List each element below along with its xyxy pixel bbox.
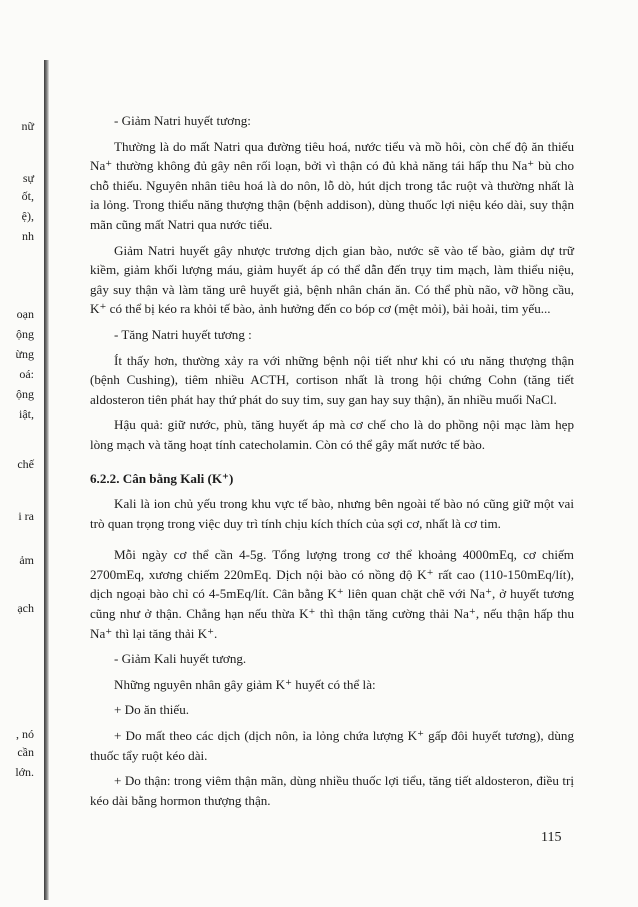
edge-fragment: ệ), bbox=[21, 209, 34, 223]
list-item: + Do mất theo các dịch (dịch nôn, ỉa lỏng chứa lượng K⁺ gấp đôi huyết tương), dùng thuốc tẩy ruột kéo dài. bbox=[90, 728, 574, 763]
subheading-hyponatremia: - Giảm Natri huyết tương: bbox=[114, 113, 251, 128]
subheading-hypernatremia: - Tăng Natri huyết tương : bbox=[114, 326, 252, 342]
list-item: + Do thận: trong viêm thận mãn, dùng nhiều thuốc lợi tiểu, tăng tiết aldosteron, điều trị kéo dài bằng hormon thượng thận. bbox=[90, 773, 574, 808]
paragraph: Hậu quả: giữ nước, phù, tăng huyết áp mà cơ chế cho là do phồng nội mạc làm hẹp lòng mạch và tăng hoạt tính catecholamin. Còn có thể gây mất nước tế bào. bbox=[90, 417, 574, 452]
paragraph: Thường là do mất Natri qua đường tiêu hoá, nước tiểu và mồ hôi, còn chế độ ăn thiếu Na⁺ thường không đủ gây nên rối loạn, bởi vì thận có đủ khả năng tái hấp thu Na⁺ bù cho chỗ thiếu. Nguyên nhân tiêu hoá là do nôn, lỗ dò, hút dịch trong tắc ruột và thường nhất là ỉa lỏng. Trong thiểu năng thượng thận (bệnh addison), dùng thuốc lợi niệu kéo dài, suy thận mãn cũng mất Natri qua nước tiểu. bbox=[90, 138, 574, 232]
paragraph: Kali là ion chủ yếu trong khu vực tế bào, nhưng bên ngoài tế bào nó cũng giữ một vai trò quan trọng trong việc duy trì tính chịu kích thích của sợi cơ, nhất là cơ tim. bbox=[90, 496, 574, 531]
edge-fragment: ộng bbox=[16, 327, 34, 341]
edge-fragment: ảm bbox=[19, 553, 34, 567]
book-spine-shadow bbox=[44, 60, 49, 900]
paragraph: Mỗi ngày cơ thể cần 4-5g. Tổng lượng trong cơ thể khoảng 4000mEq, cơ chiếm 2700mEq, xương chiếm 220mEq. Dịch nội bào có nồng độ K⁺ rất cao (110-150mEq/lít), dịch ngoại bào chỉ có 4-5mEq/lít. Cân bằng K⁺ liên quan chặt chẽ với Na⁺, ở huyết tương cũng như ở thận. Chẳng hạn nếu thừa K⁺ thì thận tăng cường thải Na⁺, nếu thận hấp thu Na⁺ thì lại tăng thải K⁺. bbox=[90, 547, 574, 641]
subheading-hypokalemia: - Giảm Kali huyết tương. bbox=[114, 651, 247, 667]
edge-fragment: cần bbox=[17, 745, 34, 759]
edge-fragment: i ra bbox=[18, 509, 34, 523]
edge-fragment: sự bbox=[22, 171, 34, 185]
edge-fragment: oạn bbox=[16, 307, 34, 321]
paragraph: Giảm Natri huyết gây nhược trương dịch gian bào, nước sẽ vào tế bào, giảm dự trữ kiềm, giảm khối lượng máu, giảm huyết áp có thể dẫn đến trụy tim mạch, làm thiểu niệu, gây suy thận và làm tăng urê huyết giả, bệnh nhân chán ăn. Có thể phù não, vỡ hồng cầu, K⁺ có thể bị kéo ra khỏi tế bào, ảnh hưởng đến co bóp cơ (mệt mỏi), bải hoải, tim yếu... bbox=[90, 242, 574, 317]
edge-fragment: ốt, bbox=[21, 189, 34, 203]
page-number: 115 bbox=[541, 830, 562, 845]
list-item: + Do ăn thiếu. bbox=[114, 702, 190, 718]
page-body bbox=[90, 111, 574, 810]
section-heading: 6.2.2. Cân bằng Kali (K⁺) bbox=[90, 470, 234, 486]
edge-fragment: iật, bbox=[19, 407, 34, 421]
previous-page-edge bbox=[0, 0, 40, 907]
paragraph: Những nguyên nhân gây giảm K⁺ huyết có thể là: bbox=[114, 676, 376, 692]
edge-fragment: , nó bbox=[16, 727, 34, 741]
edge-fragment: lớn. bbox=[15, 765, 34, 779]
edge-fragment: ộng bbox=[16, 387, 34, 401]
edge-fragment: ạch bbox=[17, 601, 34, 615]
edge-fragment: nh bbox=[22, 229, 34, 243]
edge-fragment: ừng bbox=[15, 347, 34, 361]
edge-fragment: chế bbox=[17, 457, 34, 471]
paragraph: Ít thấy hơn, thường xảy ra với những bệnh nội tiết như khi có ưu năng thượng thận (bệnh Cushing), tiêm nhiều ACTH, cortison nhất là trong hội chứng Cohn (tăng tiết aldosteron tiên phát hay thứ phát do suy tim, suy gan hay suy thận), ăn nhiều muối NaCl. bbox=[90, 352, 574, 407]
edge-fragment: oá: bbox=[19, 367, 34, 381]
edge-fragment: nữ bbox=[21, 119, 34, 133]
